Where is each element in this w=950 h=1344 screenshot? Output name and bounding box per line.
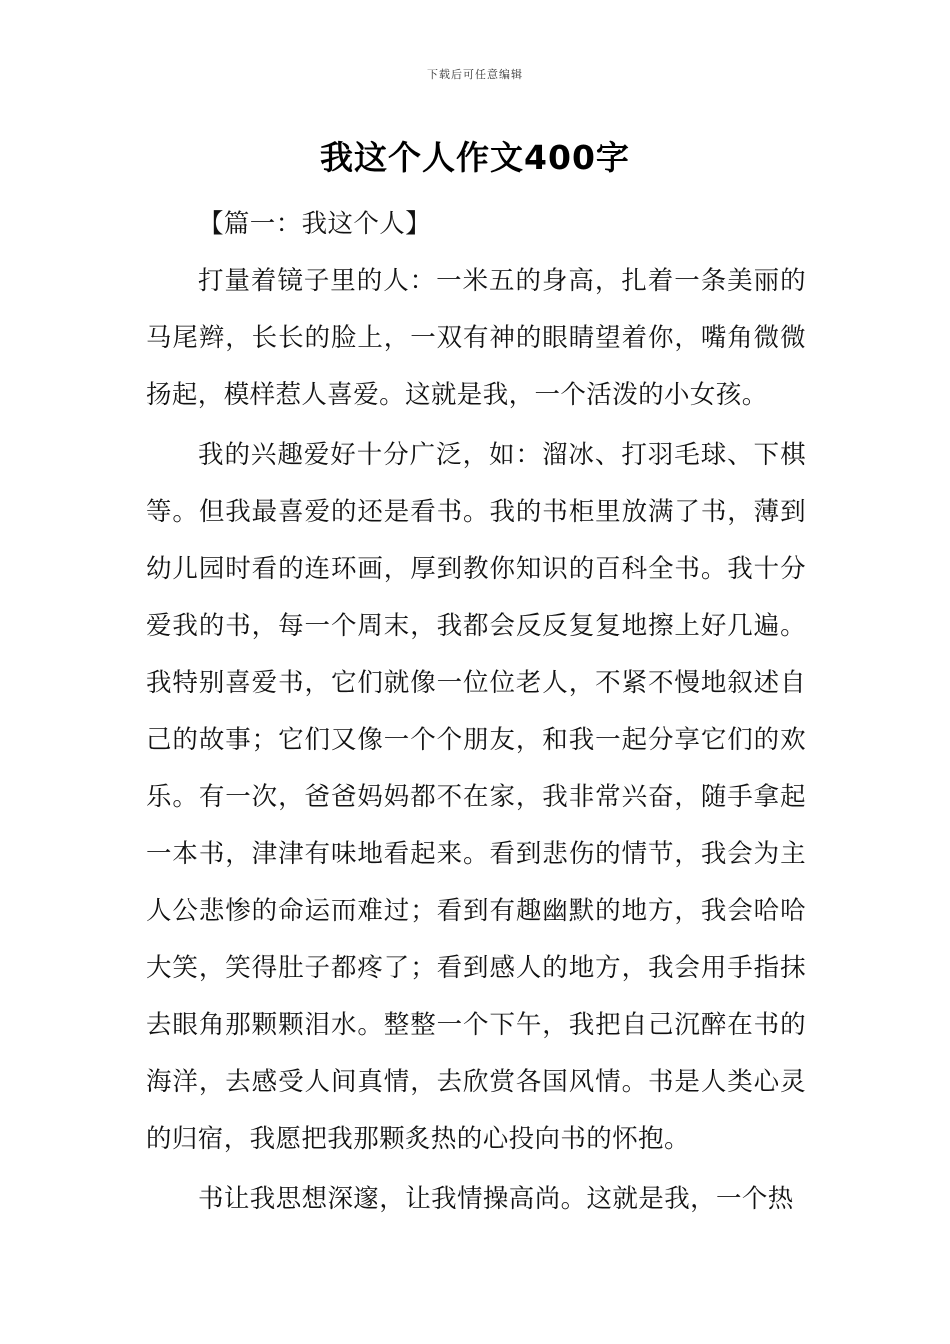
- section-heading: 【篇一：我这个人】: [198, 209, 432, 239]
- essay-body: [146, 196, 806, 1231]
- paragraph: 书让我思想深邃，让我情操高尚。这就是我，一个热: [198, 1184, 794, 1214]
- page-title: 我这个人作文400字: [320, 138, 630, 177]
- paragraph: 打量着镜子里的人：一米五的身高，扎着一条美丽的马尾辫，长长的脸上，一双有神的眼睛望着你，嘴角微微扬起，模样惹人喜爱。这就是我，一个活泼的小女孩。: [146, 266, 806, 410]
- paragraph: 我的兴趣爱好十分广泛，如：溜冰、打羽毛球、下棋等。但我最喜爱的还是看书。我的书柜里放满了书，薄到幼儿园时看的连环画，厚到教你知识的百科全书。我十分爱我的书，每一个周末，我都会反反复复地擦上好几遍。我特别喜爱书，它们就像一位位老人，不紧不慢地叙述自己的故事；它们又像一个个朋友，和我一起分享它们的欢乐。有一次，爸爸妈妈都不在家，我非常兴奋，随手拿起一本书，津津有味地看起来。看到悲伤的情节，我会为主人公悲惨的命运而难过；看到有趣幽默的地方，我会哈哈大笑，笑得肚子都疼了；看到感人的地方，我会用手指抹去眼角那颗颗泪水。整整一个下午，我把自己沉醉在书的海洋，去感受人间真情，去欣赏各国风情。书是人类心灵的归宿，我愿把我那颗炙热的心投向书的怀抱。: [146, 440, 806, 1154]
- header-note: 下载后可任意编辑: [427, 68, 523, 81]
